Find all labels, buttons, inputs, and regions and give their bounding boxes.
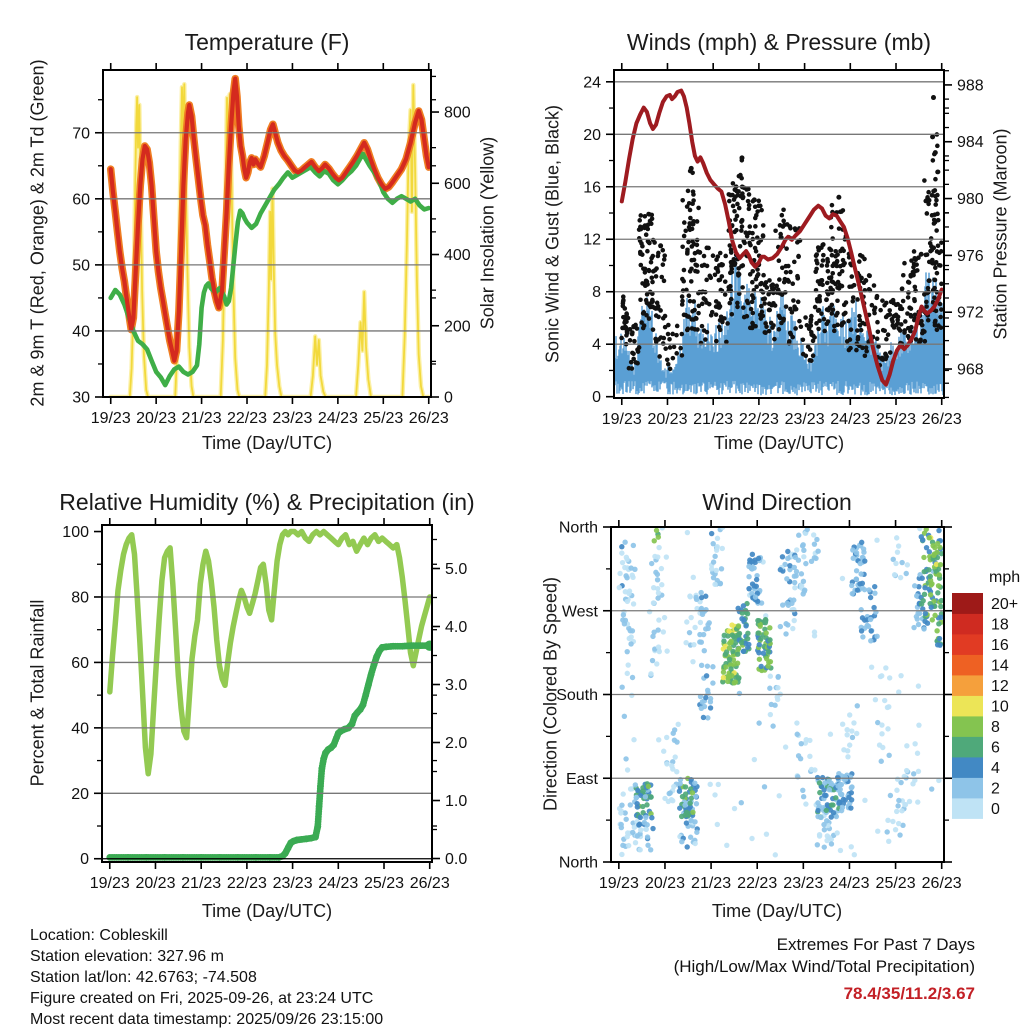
y-tick-label: 16 bbox=[583, 179, 601, 197]
x-tick-label: 23/23 bbox=[783, 875, 824, 892]
humidity-left-axis-label: Percent & Total Rainfall bbox=[27, 599, 48, 787]
colorbar-label: 20+ bbox=[991, 595, 1019, 613]
x-tick-label: 21/23 bbox=[691, 875, 732, 892]
y-tick-label: 800 bbox=[444, 104, 471, 122]
direction-x-axis-label: Time (Day/UTC) bbox=[711, 901, 843, 921]
colorbar-label: 12 bbox=[991, 677, 1009, 695]
y-tick-label: 200 bbox=[444, 318, 471, 336]
x-tick-label: 26/23 bbox=[408, 410, 449, 427]
temperature-chart-title: Temperature (F) bbox=[184, 29, 350, 55]
colorbar-label: 0 bbox=[991, 800, 1000, 818]
temperature-x-axis-label: Time (Day/UTC) bbox=[201, 433, 333, 453]
winds-pressure-chart-title: Winds (mph) & Pressure (mb) bbox=[626, 29, 932, 55]
colorbar-label: 6 bbox=[991, 739, 1000, 757]
y-tick-label: 40 bbox=[72, 323, 90, 341]
x-tick-label: 19/23 bbox=[601, 411, 642, 428]
y-tick-label: 60 bbox=[72, 191, 90, 209]
y-tick-label: 12 bbox=[583, 231, 601, 249]
plot-area bbox=[111, 79, 429, 397]
y-tick-label: 60 bbox=[71, 654, 89, 672]
y-tick-label: 40 bbox=[71, 720, 89, 738]
y-tick-label: 8 bbox=[592, 284, 601, 302]
humidity-x-axis-label: Time (Day/UTC) bbox=[201, 901, 333, 921]
x-tick-label: 23/23 bbox=[784, 411, 825, 428]
temperature-left-axis-label: 2m & 9m T (Red, Orange) & 2m Td (Green) bbox=[27, 59, 48, 407]
wind-direction-chart-title: Wind Direction bbox=[702, 489, 852, 515]
x-tick-label: 24/23 bbox=[317, 410, 358, 427]
x-tick-label: 22/23 bbox=[226, 410, 268, 427]
x-tick-label: 24/23 bbox=[830, 411, 871, 428]
x-tick-label: 19/23 bbox=[90, 410, 131, 427]
x-tick-label: 22/23 bbox=[737, 875, 778, 892]
x-tick-label: 26/23 bbox=[921, 875, 962, 892]
y-tick-label: 988 bbox=[957, 77, 984, 95]
colorbar-label: 8 bbox=[991, 718, 1000, 736]
y-tick-label: 24 bbox=[583, 74, 601, 92]
x-tick-label: 20/23 bbox=[135, 875, 176, 892]
colorbar-label: 16 bbox=[991, 636, 1009, 654]
y-tick-label: 3.0 bbox=[445, 677, 468, 695]
y-tick-label: 5.0 bbox=[445, 561, 468, 579]
solar-right-axis-label: Solar Insolation (Yellow) bbox=[477, 136, 498, 330]
footer-latlon: Station lat/lon: 42.6763; -74.508 bbox=[30, 969, 257, 986]
extremes-heading: Extremes For Past 7 Days bbox=[776, 935, 975, 954]
y-tick-label: South bbox=[556, 687, 598, 704]
colorbar-label: 10 bbox=[991, 698, 1009, 716]
x-tick-label: 25/23 bbox=[363, 875, 405, 892]
y-tick-label: 0 bbox=[444, 389, 453, 407]
y-tick-label: 0 bbox=[80, 851, 89, 869]
humidity-precip-chart-title: Relative Humidity (%) & Precipitation (in) bbox=[59, 489, 475, 515]
y-tick-label: North bbox=[558, 519, 598, 537]
x-tick-label: 26/23 bbox=[921, 411, 962, 428]
direction-left-axis-label: Direction (Colored By Speed) bbox=[540, 576, 561, 812]
x-tick-label: 23/23 bbox=[272, 875, 313, 892]
footer-timestamp: Most recent data timestamp: 2025/09/26 23:15:00 bbox=[30, 1011, 384, 1028]
pressure-right-axis-label: Station Pressure (Maroon) bbox=[990, 128, 1011, 340]
x-tick-label: 23/23 bbox=[272, 410, 313, 427]
x-tick-label: 20/23 bbox=[647, 411, 688, 428]
x-tick-label: 19/23 bbox=[89, 875, 130, 892]
plot-area bbox=[615, 91, 944, 396]
y-tick-label: 0 bbox=[592, 389, 601, 407]
colorbar-label: 14 bbox=[991, 657, 1009, 675]
x-tick-label: 22/23 bbox=[226, 875, 267, 892]
y-tick-label: 50 bbox=[72, 257, 90, 275]
speed-colorbar bbox=[952, 593, 1018, 819]
x-tick-label: 24/23 bbox=[318, 875, 359, 892]
y-tick-label: 976 bbox=[957, 247, 984, 265]
x-tick-label: 26/23 bbox=[409, 875, 450, 892]
y-tick-label: 968 bbox=[957, 361, 984, 379]
extremes-values: 78.4/35/11.2/3.67 bbox=[843, 984, 975, 1003]
y-tick-label: 984 bbox=[957, 134, 984, 152]
x-tick-label: 21/23 bbox=[693, 411, 734, 428]
y-tick-label: 80 bbox=[71, 589, 89, 607]
y-tick-label: 2.0 bbox=[445, 735, 468, 753]
y-tick-label: North bbox=[558, 854, 598, 872]
x-tick-label: 25/23 bbox=[363, 410, 404, 427]
x-tick-label: 22/23 bbox=[738, 411, 779, 428]
y-tick-label: 4 bbox=[592, 336, 601, 354]
colorbar-label: 4 bbox=[991, 759, 1000, 777]
y-tick-label: 600 bbox=[444, 175, 471, 193]
x-tick-label: 20/23 bbox=[136, 410, 177, 427]
x-tick-label: 24/23 bbox=[829, 875, 870, 892]
y-tick-label: 4.0 bbox=[445, 619, 468, 637]
footer-created: Figure created on Fri, 2025-09-26, at 23:24 UTC bbox=[30, 990, 374, 1007]
y-tick-label: 100 bbox=[62, 524, 89, 542]
x-tick-label: 25/23 bbox=[875, 411, 917, 428]
y-tick-label: West bbox=[561, 603, 598, 621]
y-tick-label: 30 bbox=[72, 389, 90, 407]
plot-area bbox=[617, 525, 945, 858]
y-tick-label: 980 bbox=[957, 191, 984, 209]
colorbar-label: 2 bbox=[991, 780, 1000, 798]
y-tick-label: 1.0 bbox=[445, 793, 468, 811]
extremes-subheading: (High/Low/Max Wind/Total Precipitation) bbox=[673, 957, 975, 976]
y-tick-label: 0.0 bbox=[445, 851, 468, 869]
wind-left-axis-label: Sonic Wind & Gust (Blue, Black) bbox=[542, 104, 563, 364]
footer-elevation: Station elevation: 327.96 m bbox=[30, 948, 224, 965]
colorbar-label: 18 bbox=[991, 616, 1009, 634]
y-tick-label: 20 bbox=[71, 785, 89, 803]
winds-x-axis-label: Time (Day/UTC) bbox=[713, 433, 845, 453]
y-tick-label: 400 bbox=[444, 247, 471, 265]
x-tick-label: 19/23 bbox=[598, 875, 639, 892]
colorbar-title: mph bbox=[989, 569, 1021, 586]
y-tick-label: 70 bbox=[72, 125, 90, 143]
footer-location: Location: Cobleskill bbox=[30, 927, 168, 944]
y-tick-label: 20 bbox=[583, 126, 601, 144]
x-tick-label: 20/23 bbox=[644, 875, 685, 892]
x-tick-label: 21/23 bbox=[181, 410, 222, 427]
x-tick-label: 25/23 bbox=[875, 875, 916, 892]
x-tick-label: 21/23 bbox=[181, 875, 222, 892]
plot-area bbox=[106, 532, 435, 861]
y-tick-label: 972 bbox=[957, 304, 984, 322]
y-tick-label: East bbox=[565, 770, 598, 788]
